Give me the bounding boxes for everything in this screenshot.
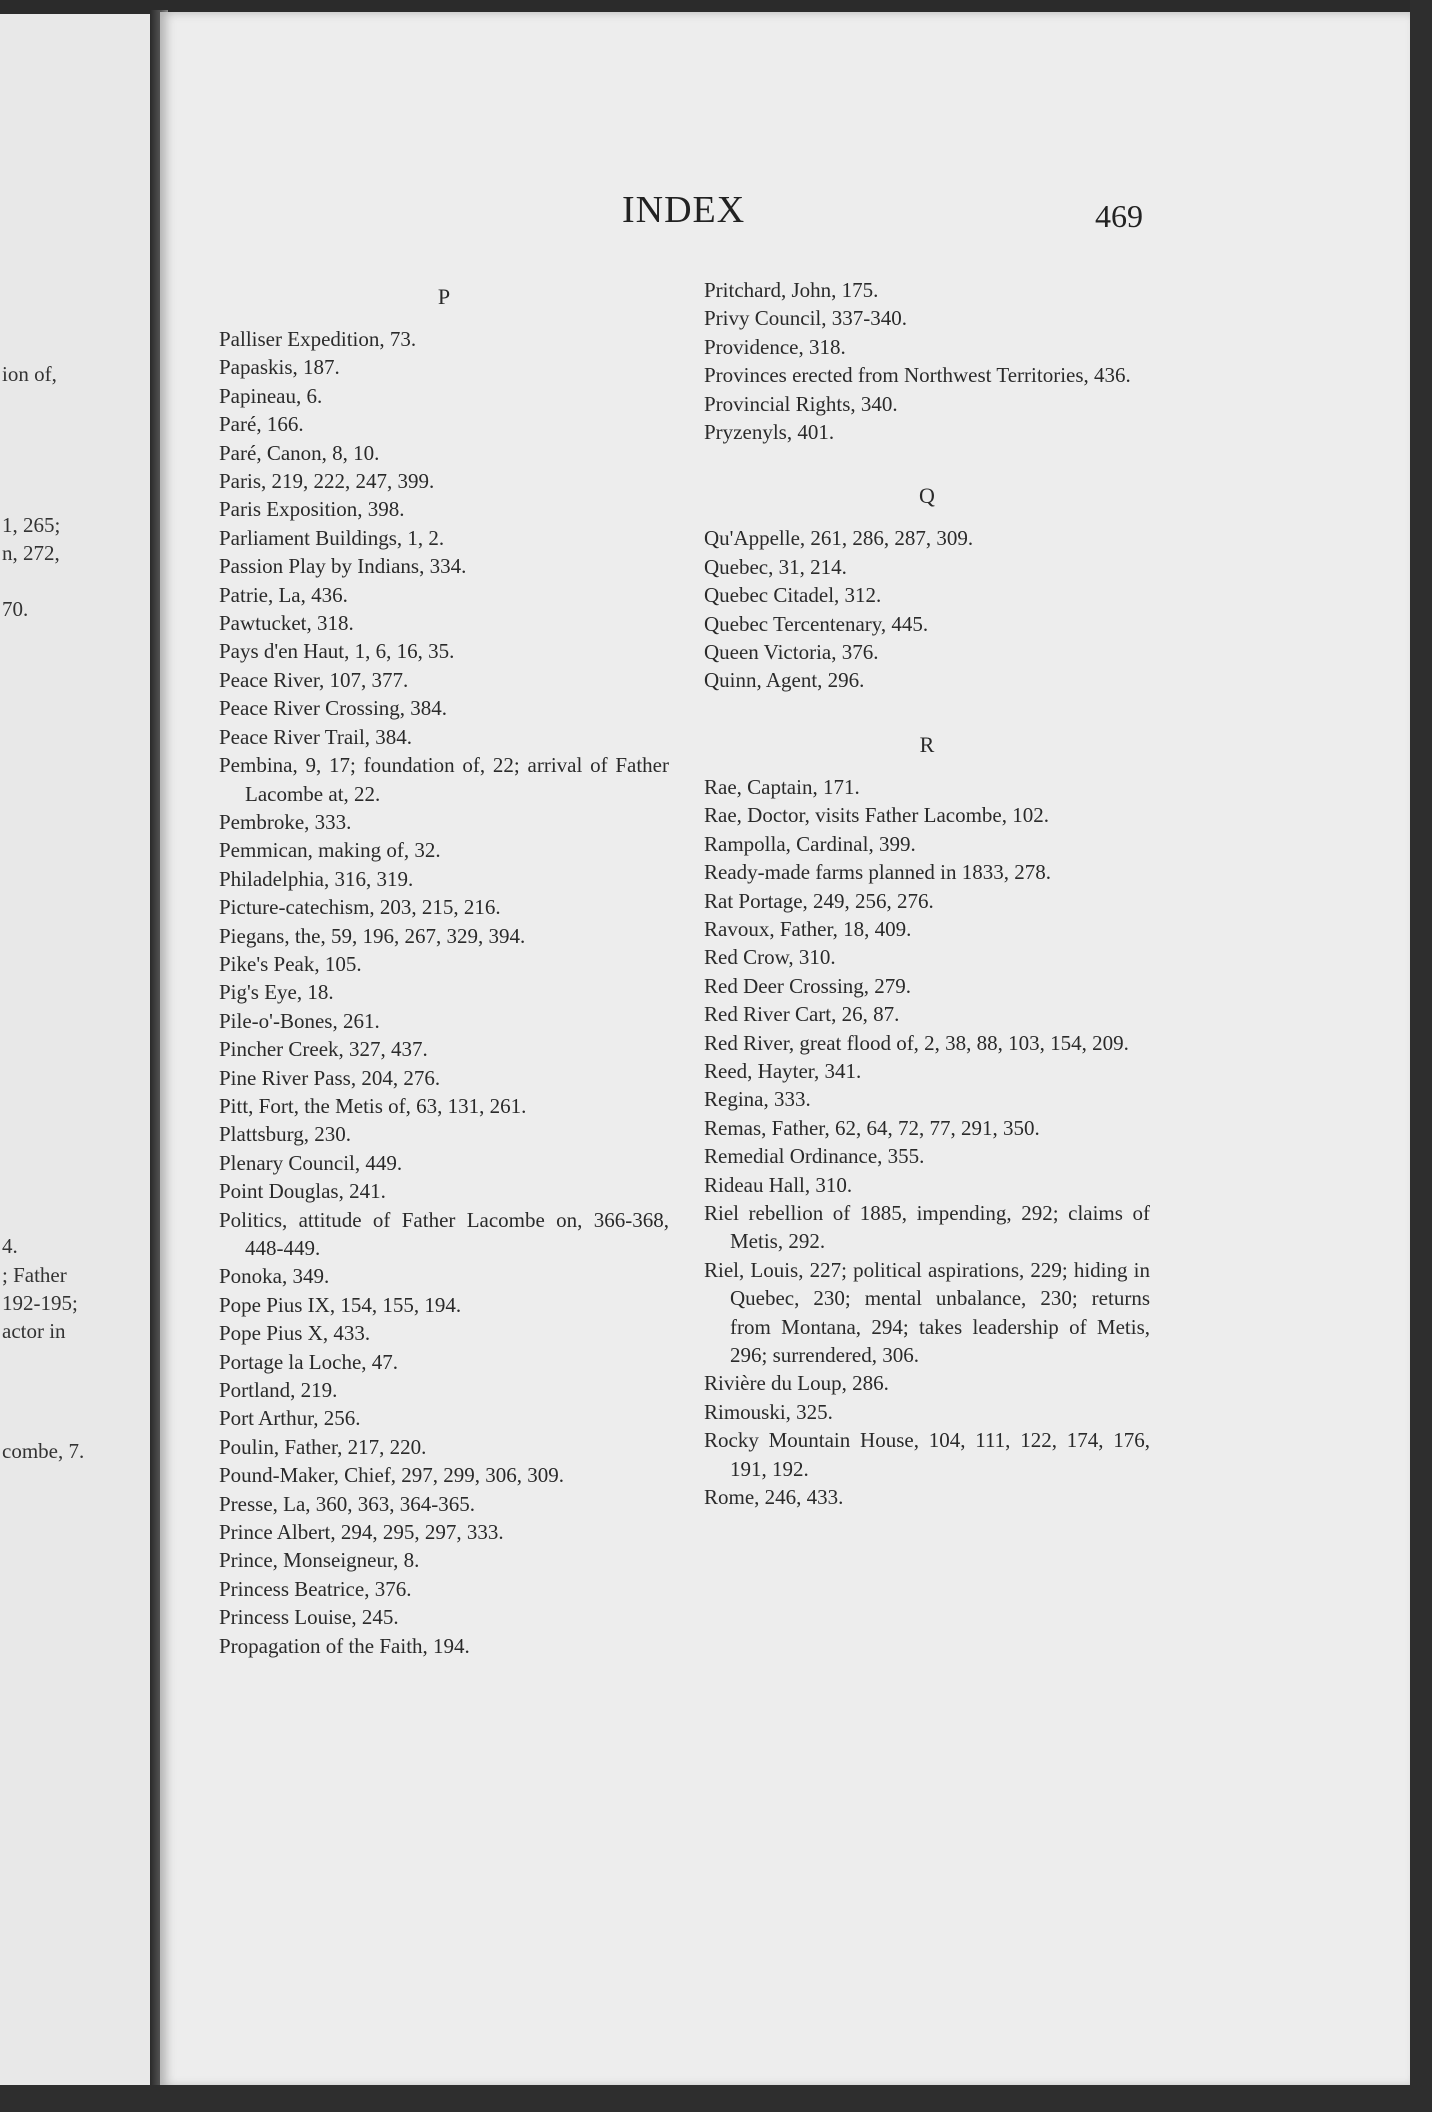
facing-page-fragment: 1, 265; [2,513,61,537]
index-entry: Paris Exposition, 398. [219,497,405,522]
index-entry: Remedial Ordinance, 355. [704,1144,925,1169]
index-entry: Peace River Crossing, 384. [219,696,448,721]
index-entry: Princess Beatrice, 376. [219,1576,412,1601]
index-entry: Pryzenyls, 401. [704,420,835,445]
index-entry: Point Douglas, 241. [219,1179,386,1204]
index-entry: Port Arthur, 256. [219,1406,361,1431]
index-entry: Plattsburg, 230. [219,1122,352,1147]
index-entry: Propagation of the Faith, 194. [219,1633,470,1658]
index-entry: Red Deer Crossing, 279. [704,973,912,998]
index-entry: Rocky Mountain House, 104, 111, 122, 174, 176, 191, 192. [704,1428,1150,1481]
index-entry: Piegans, the, 59, 196, 267, 329, 394. [219,923,526,948]
index-entry: Philadelphia, 316, 319. [219,866,414,891]
index-entry: Passion Play by Indians, 334. [219,554,467,579]
index-entry: Prince Albert, 294, 295, 297, 333. [219,1520,504,1545]
index-entry: Paris, 219, 222, 247, 399. [219,469,435,494]
index-entry: Peace River Trail, 384. [219,724,413,749]
index-entry: Plenary Council, 449. [219,1150,403,1175]
index-entry: Papineau, 6. [219,383,323,408]
index-entry: Provincial Rights, 340. [704,391,898,416]
index-entry: Qu'Appelle, 261, 286, 287, 309. [704,526,974,551]
index-entry: Pemmican, making of, 32. [219,838,441,863]
index-entry: Portland, 219. [219,1378,338,1403]
index-entry: Pincher Creek, 327, 437. [219,1037,428,1062]
index-entry: Riel rebellion of 1885, impending, 292; claims of Metis, 292. [704,1200,1150,1254]
index-entry: Regina, 333. [704,1087,811,1112]
index-column-right [704,276,1150,1511]
section-letter-r: R [919,731,935,757]
index-entry: Pine River Pass, 204, 276. [219,1065,441,1090]
index-entry: Pays d'en Haut, 1, 6, 16, 35. [219,639,455,664]
index-entry: Pig's Eye, 18. [219,980,334,1005]
index-entry: Pope Pius IX, 154, 155, 194. [219,1292,462,1317]
facing-page-fragment: 4. [2,1234,18,1258]
facing-page-fragment: ; Father [2,1263,67,1287]
facing-page-fragment: actor in [2,1319,66,1343]
index-entry: Providence, 318. [704,334,846,359]
index-entry: Palliser Expedition, 73. [219,327,417,351]
index-entry: Picture-catechism, 203, 215, 216. [219,895,501,920]
facing-page [0,14,150,2112]
index-entry: Reed, Hayter, 341. [704,1058,862,1083]
index-entry: Ravoux, Father, 18, 409. [704,916,912,941]
index-entry: Parliament Buildings, 1, 2. [219,525,445,550]
index-entry: Riel, Louis, 227; political aspirations, 229; hiding in Quebec, 230; mental unbalance, 230; returns from Montana, 294; takes leadership of Metis, 296; surrendered, 306. [704,1257,1150,1367]
index-entry: Pope Pius X, 433. [219,1321,371,1346]
index-entry: Privy Council, 337-340. [704,306,907,331]
facing-page-fragment: 192-195; [2,1291,78,1315]
index-entry: Ready-made farms planned in 1833, 278. [704,860,1051,885]
index-entry: Quinn, Agent, 296. [704,668,865,693]
index-entry: Peace River, 107, 377. [219,667,409,692]
index-entry: Pile-o'-Bones, 261. [219,1008,380,1033]
index-entry: Poulin, Father, 217, 220. [219,1434,427,1459]
index-entry: Rae, Captain, 171. [704,774,860,799]
index-entry: Rivière du Loup, 286. [704,1371,889,1396]
index-entry: Pitt, Fort, the Metis of, 63, 131, 261. [219,1093,527,1118]
section-letter-p: P [437,284,451,309]
index-entry: Rat Portage, 249, 256, 276. [704,888,934,913]
index-entry: Rampolla, Cardinal, 399. [704,831,916,856]
index-entry: Rae, Doctor, visits Father Lacombe, 102. [704,803,1049,828]
index-entry: Pembroke, 333. [219,809,352,834]
index-entry: Rome, 246, 433. [704,1485,844,1510]
page-title: INDEX [622,189,746,231]
index-list-p-continued [704,276,1150,446]
index-entry: Queen Victoria, 376. [704,640,879,665]
facing-page-fragment: ion of, [2,362,57,386]
index-entry: Papaskis, 187. [219,355,340,380]
index-entry: Presse, La, 360, 363, 364-365. [219,1491,476,1516]
index-list-p [219,325,669,1660]
index-entry: Rimouski, 325. [704,1399,833,1424]
index-list-q [704,524,1150,694]
index-entry: Paré, 166. [219,412,304,437]
index-entry: Patrie, La, 436. [219,582,348,607]
index-entry: Pound-Maker, Chief, 297, 299, 306, 309. [219,1463,565,1488]
index-entry: Prince, Monseigneur, 8. [219,1548,420,1573]
index-entry: Pike's Peak, 105. [219,951,362,976]
index-entry: Portage la Loche, 47. [219,1349,399,1374]
index-entry: Pembina, 9, 17; foundation of, 22; arrival of Father Lacombe at, 22. [219,753,669,806]
index-entry: Remas, Father, 62, 64, 72, 77, 291, 350. [704,1115,1040,1140]
facing-page-fragment: combe, 7. [2,1439,85,1463]
index-entry: Quebec Citadel, 312. [704,583,882,608]
index-entry: Provinces erected from Northwest Territories, 436. [704,363,1131,388]
index-entry: Quebec, 31, 214. [704,554,847,579]
index-column-left [219,269,669,1660]
index-entry: Paré, Canon, 8, 10. [219,440,380,465]
index-entry: Quebec Tercentenary, 445. [704,611,929,636]
index-entry: Pawtucket, 318. [219,611,354,636]
index-entry: Politics, attitude of Father Lacombe on, 366-368, 448-449. [219,1207,669,1260]
scan-right-edge [1410,0,1432,2112]
facing-page-fragment: 70. [2,597,29,621]
index-entry: Princess Louise, 245. [219,1605,399,1630]
index-list-r [704,773,1150,1512]
index-entry: Pritchard, John, 175. [704,278,879,302]
scan-bottom-edge [0,2085,1432,2112]
facing-page-fragment: n, 272, [2,541,60,565]
index-entry: Red River Cart, 26, 87. [704,1002,900,1027]
index-entry: Ponoka, 349. [219,1264,330,1289]
section-letter-q: Q [919,483,935,509]
index-entry: Rideau Hall, 310. [704,1172,853,1197]
index-entry: Red River, great flood of, 2, 38, 88, 103, 154, 209. [704,1030,1129,1055]
page-number: 469 [1095,198,1143,234]
index-entry: Red Crow, 310. [704,945,836,970]
